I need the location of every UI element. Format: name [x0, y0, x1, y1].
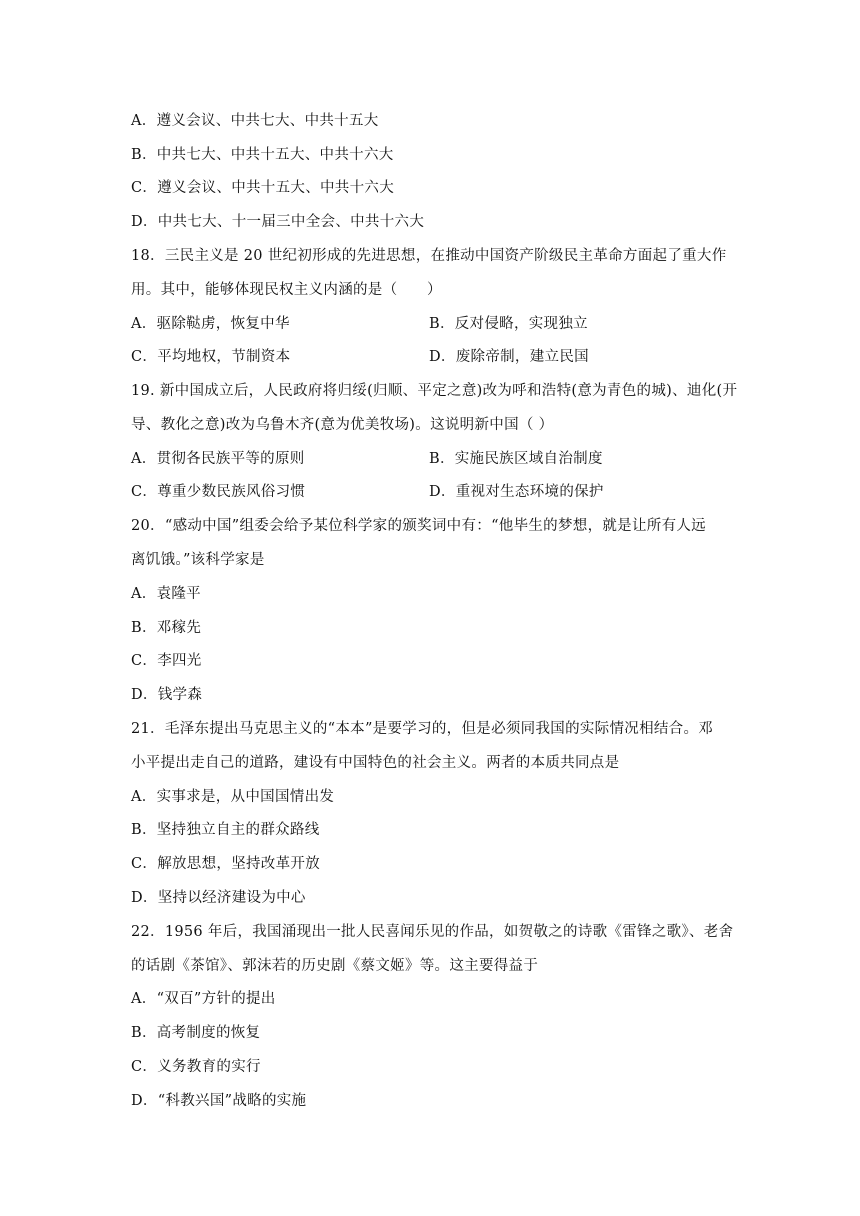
q18-option-b: B．反对侵略，实现独立: [429, 316, 588, 332]
q17-option-b: B．中共七大、中共十五大、中共十六大: [131, 147, 394, 163]
q17-option-a: A．遵义会议、中共七大、中共十五大: [131, 113, 379, 129]
q22-option-d: D．“科教兴国”战略的实施: [131, 1093, 307, 1109]
q18-stem-line1: 18．三民主义是 20 世纪初形成的先进思想，在推动中国资产阶级民主革命方面起了重大作: [131, 248, 727, 264]
q19-stem-line2: 导、教化之意)改为乌鲁木齐(意为优美牧场)。这说明新中国（ ）: [131, 417, 554, 433]
q20-option-a: A．袁隆平: [131, 586, 201, 602]
q21-stem-line1: 21．毛泽东提出马克思主义的“本本”是要学习的，但是必须同我国的实际情况相结合。邓: [131, 721, 714, 737]
q22-stem-line1: 22．1956 年后，我国涌现出一批人民喜闻乐见的作品，如贺敬之的诗歌《雷锋之歌》、老舍: [131, 924, 734, 940]
q18-option-d: D．废除帝制，建立民国: [429, 349, 589, 365]
q22-option-c: C．义务教育的实行: [131, 1059, 261, 1075]
q20-option-b: B．邓稼先: [131, 620, 202, 636]
q20-stem-line1: 20．“感动中国”组委会给予某位科学家的颁奖词中有：“他毕生的梦想，就是让所有人远: [131, 518, 706, 534]
q22-option-b: B．高考制度的恢复: [131, 1025, 261, 1041]
q18-option-c: C．平均地权，节制资本: [131, 349, 291, 365]
q22-option-a: A．“双百”方针的提出: [131, 991, 276, 1007]
q17-option-d: D．中共七大、十一届三中全会、中共十六大: [131, 214, 425, 230]
q20-stem-line2: 离饥饿。”该科学家是: [131, 552, 265, 568]
q19-option-d: D．重视对生态环境的保护: [429, 484, 604, 500]
q17-option-c: C．遵义会议、中共十五大、中共十六大: [131, 180, 394, 196]
q19-stem-line1: 19. 新中国成立后，人民政府将归绥(归顺、平定之意)改为呼和浩特(意为青色的城)、迪化(开: [131, 383, 738, 399]
q19-option-a: A．贯彻各民族平等的原则: [131, 451, 305, 467]
q22-stem-line2: 的话剧《茶馆》、郭沫若的历史剧《蔡文姬》等。这主要得益于: [131, 958, 539, 974]
q19-option-b: B．实施民族区域自治制度: [429, 451, 603, 467]
q21-option-d: D．坚持以经济建设为中心: [131, 890, 306, 906]
q21-option-a: A．实事求是，从中国国情出发: [131, 789, 335, 805]
q21-option-c: C．解放思想，坚持改革开放: [131, 856, 320, 872]
q21-option-b: B．坚持独立自主的群众路线: [131, 822, 320, 838]
q18-stem-line2: 用。其中，能够体现民权主义内涵的是（ ）: [131, 282, 442, 298]
q20-option-d: D．钱学森: [131, 687, 203, 703]
q21-stem-line2: 小平提出走自己的道路，建设有中国特色的社会主义。两者的本质共同点是: [131, 755, 620, 771]
q18-option-a: A．驱除鞑虏，恢复中华: [131, 316, 290, 332]
q19-option-c: C．尊重少数民族风俗习惯: [131, 484, 306, 500]
q20-option-c: C．李四光: [131, 653, 202, 669]
